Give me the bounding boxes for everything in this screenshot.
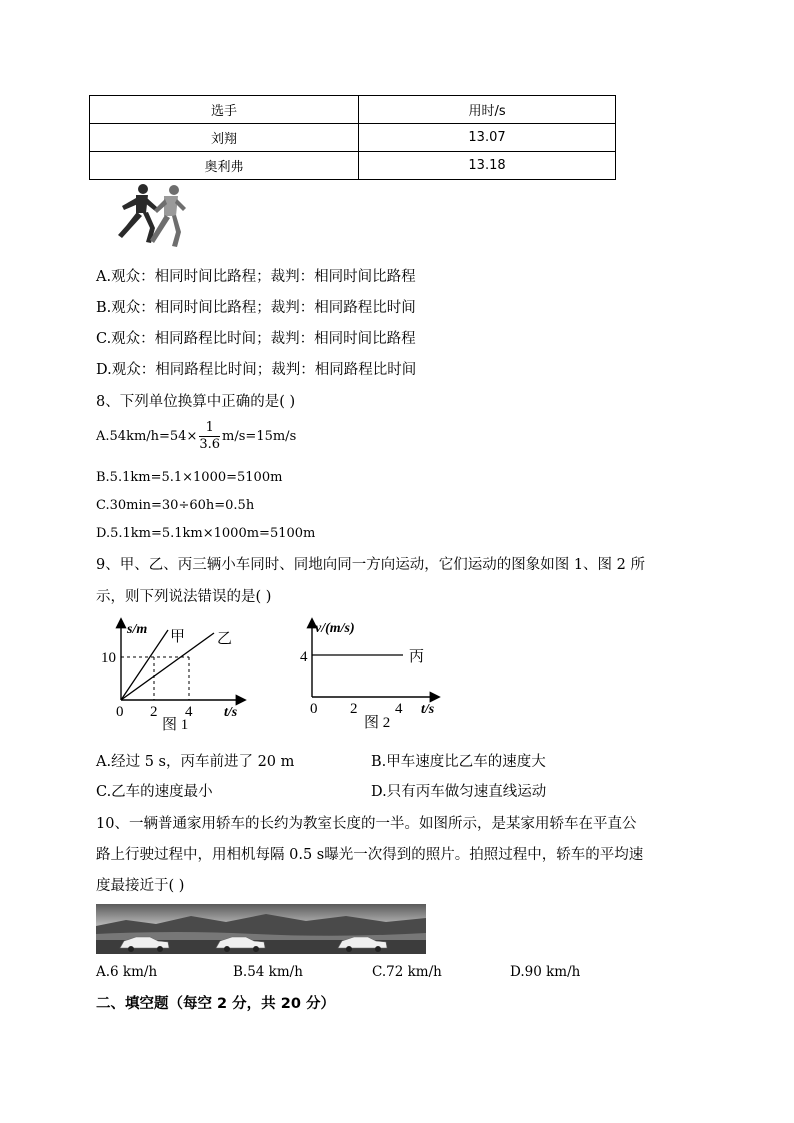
y-tick-label: 10	[101, 650, 116, 666]
figure-caption: 图 1	[162, 717, 189, 733]
q8-option-a	[96, 420, 296, 453]
y-axis-label: s/m	[127, 622, 148, 637]
q8-stem: 8、下列单位换算中正确的是( )	[96, 394, 296, 410]
runners-image	[96, 180, 188, 252]
q9-option-b: B.甲车速度比乙车的速度大	[371, 754, 546, 770]
q7-option-d: D.观众：相同路程比时间；裁判：相同路程比时间	[96, 362, 417, 378]
table-cell: 13.18	[359, 152, 616, 180]
table-row	[90, 152, 616, 180]
figure-1-st-graph	[96, 615, 256, 735]
fraction	[199, 420, 220, 453]
q9-option-d: D.只有丙车做匀速直线运动	[371, 784, 547, 800]
figure-2-vt-graph	[290, 615, 450, 735]
y-tick-label: 4	[300, 649, 308, 665]
q10-stem-line3: 度最接近于( )	[96, 878, 185, 894]
x-tick-label: 0	[116, 704, 124, 720]
table-row	[90, 124, 616, 152]
q9-stem-line2: 示，则下列说法错误的是( )	[96, 589, 272, 605]
results-table	[89, 95, 616, 180]
series-yi-line	[121, 633, 214, 700]
x-tick-label: 4	[395, 701, 403, 717]
series-bing-label: 丙	[409, 649, 425, 665]
x-tick-label: 2	[150, 704, 158, 720]
q10-option-c: C.72 km/h	[372, 964, 442, 980]
table-cell: 奥利弗	[90, 152, 359, 180]
fraction-numerator: 1	[199, 420, 220, 437]
q10-option-d: D.90 km/h	[510, 964, 581, 980]
y-axis-label: v/(m/s)	[315, 621, 355, 636]
q9-stem-line1: 9、甲、乙、丙三辆小车同时、同地向同一方向运动，它们运动的图象如图 1、图 2 所	[96, 557, 646, 573]
q10-stem-line2: 路上行驶过程中，用相机每隔 0.5 s曝光一次得到的照片。拍照过程中，轿车的平均速	[96, 847, 644, 863]
q10-option-a: A.6 km/h	[96, 964, 158, 980]
q10-stem-line1: 10、一辆普通家用轿车的长约为教室长度的一半。如图所示，是某家用轿车在平直公	[96, 816, 637, 832]
x-axis-label: t/s	[421, 702, 435, 717]
car-photo	[96, 904, 426, 954]
q8-option-d: D.5.1km=5.1km×1000m=5100m	[96, 526, 316, 541]
q7-option-c: C.观众：相同路程比时间；裁判：相同时间比路程	[96, 331, 416, 347]
series-yi-label: 乙	[217, 631, 233, 647]
q8-option-a-suffix: m/s=15m/s	[222, 429, 297, 444]
table-cell: 13.07	[359, 124, 616, 152]
x-tick-label: 2	[350, 701, 358, 717]
q8-option-c: C.30min=30÷60h=0.5h	[96, 498, 255, 513]
q9-option-c: C.乙车的速度最小	[96, 784, 213, 800]
section-heading: 二、填空题（每空 2 分，共 20 分）	[96, 996, 335, 1012]
x-tick-label: 4	[185, 704, 193, 720]
series-jia-line	[121, 630, 168, 700]
table-cell: 刘翔	[90, 124, 359, 152]
table-header-cell: 用时/s	[359, 96, 616, 124]
figure-caption: 图 2	[364, 715, 391, 731]
fraction-denominator: 3.6	[199, 437, 221, 452]
q8-option-a-prefix: A.54km/h=54×	[96, 429, 198, 444]
q7-option-a: A.观众：相同时间比路程；裁判：相同时间比路程	[96, 269, 416, 285]
q8-option-b: B.5.1km=5.1×1000=5100m	[96, 470, 283, 485]
q9-option-a: A.经过 5 s，丙车前进了 20 m	[96, 754, 295, 770]
table-header-cell: 选手	[90, 96, 359, 124]
x-tick-label: 0	[310, 701, 318, 717]
table-header-row	[90, 96, 616, 124]
x-axis-label: t/s	[224, 705, 238, 720]
q7-option-b: B.观众：相同时间比路程；裁判：相同路程比时间	[96, 300, 416, 316]
series-jia-label: 甲	[170, 629, 186, 645]
q10-option-b: B.54 km/h	[233, 964, 303, 980]
